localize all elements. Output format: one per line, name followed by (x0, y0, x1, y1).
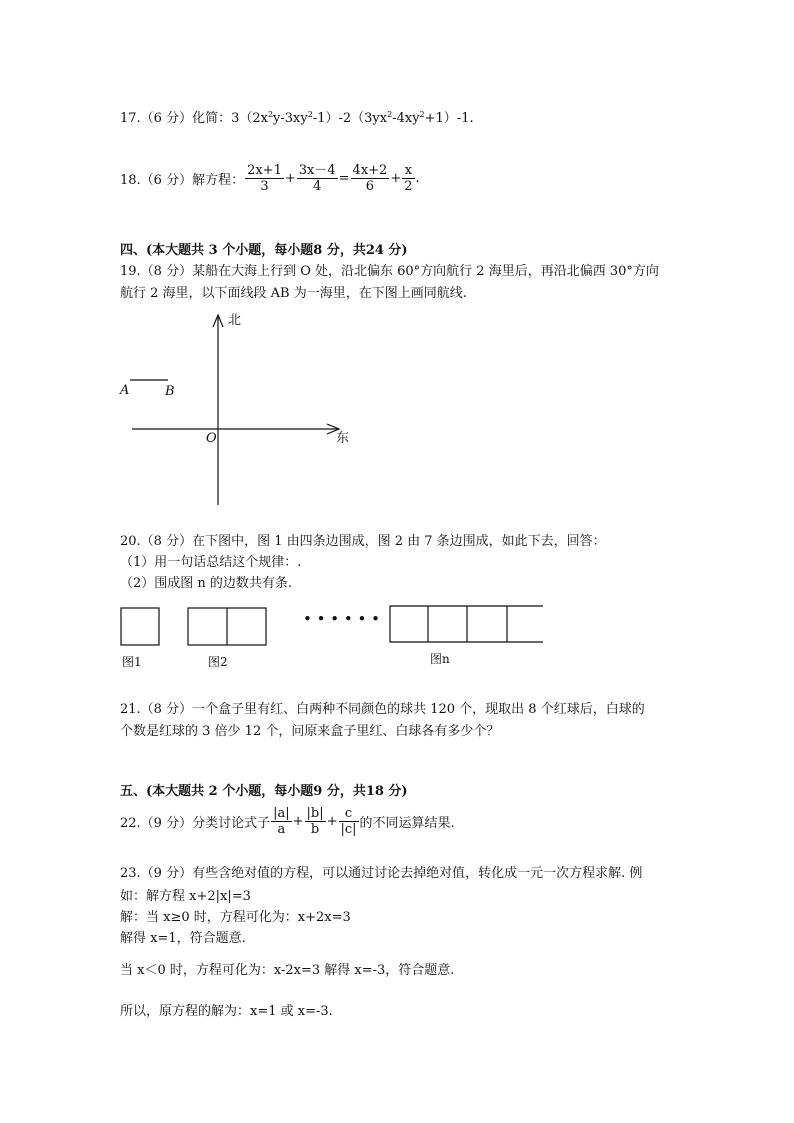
q22-fraction-1 (271, 806, 292, 837)
q19-line-1: 19.（8 分）某船在大海上行到 O 处，沿北偏东 60°方向航行 2 海里后，再沿北偏西 30°方向 (120, 264, 659, 279)
q19-line-2: 航行 2 海里，以下面线段 AB 为一海里，在下图上画同航线. (120, 286, 467, 301)
q22-f1-den: a (277, 822, 286, 837)
q22-f1-num: |a| (273, 806, 290, 821)
q21-line-2: 个数是红球的 3 倍少 12 个，问原来盒子里红、白球各有多少个？ (120, 724, 500, 739)
q17-mid2: -1）-2（3yx (312, 111, 388, 126)
q23-line-6: 所以，原方程的解为：x=1 或 x=-3. (120, 1004, 333, 1019)
figure-1-label: 图1 (122, 655, 142, 669)
section-4-heading: 四、(本大题共 3 个小题，每小题8 分，共24 分) (120, 243, 408, 258)
q18-f1-num: 2x+1 (247, 163, 282, 178)
q20-figures (0, 600, 794, 675)
q17-mid1: y-3xy (273, 111, 308, 126)
q22-fraction-2 (305, 806, 326, 837)
section-5-heading: 五、(本大题共 2 个小题，每小题9 分，共18 分) (120, 784, 408, 799)
origin-label: O (206, 431, 217, 446)
q17-sup2: 2 (307, 110, 313, 119)
q22-op2: + (326, 814, 338, 829)
q18-fraction-2 (297, 163, 338, 194)
q17-prefix: 17.（6 分）化简：3（2x (120, 111, 268, 126)
q18-prefix: 18.（6 分）解方程： (120, 173, 245, 188)
q18-f4-den: 2 (404, 179, 413, 194)
figure-2-label: 图2 (208, 655, 228, 669)
q22-f2-den: b (310, 822, 320, 837)
question-18 (120, 163, 420, 194)
q21-line-1: 21.（8 分）一个盒子里有红、白两种不同颜色的球共 120 个，现取出 8 个红球后，白球的 (120, 702, 645, 717)
question-22 (120, 806, 455, 837)
point-b-label: B (165, 384, 175, 399)
q22-f2-num: |b| (306, 806, 324, 821)
q18-suffix: . (415, 171, 420, 186)
q23-line-1: 23.（9 分）有些含绝对值的方程，可以通过讨论去掉绝对值，转化成一元一次方程求解. 例 (120, 866, 643, 881)
q17-sup4: 2 (419, 110, 425, 119)
q23-line-5: 当 x＜0 时，方程可化为：x-2x=3 解得 x=-3，符合题意. (120, 963, 455, 978)
north-label: 北 (228, 313, 242, 328)
q22-op1: + (292, 814, 304, 829)
q18-f2-num: 3x－4 (298, 163, 336, 178)
dots: • • • • • • (303, 610, 380, 628)
q20-line-2: （1）用一句话总结这个规律：. (120, 555, 302, 570)
q18-op2: = (338, 171, 350, 186)
figure-n-label: 图n (430, 652, 450, 666)
q18-f4-num: x (402, 163, 414, 179)
q22-fraction-3 (339, 806, 359, 837)
question-17 (120, 110, 474, 128)
q17-suffix: +1）-1. (424, 111, 474, 126)
q23-line-2: 如：解方程 x+2|x|=3 (120, 889, 251, 904)
q18-fraction-1 (245, 163, 284, 194)
q22-f3-den: |c| (340, 822, 357, 837)
q18-op1: + (284, 171, 296, 186)
point-a-label: A (120, 383, 130, 398)
q17-sup3: 2 (387, 110, 393, 119)
q17-sup1: 2 (267, 110, 274, 119)
q18-f3-den: 6 (365, 179, 375, 194)
q23-line-3: 解：当 x≥0 时，方程可化为：x+2x=3 (120, 910, 351, 925)
q18-f2-den: 4 (313, 179, 322, 194)
q18-fraction-4 (402, 163, 414, 194)
q18-op3: + (390, 171, 402, 186)
q18-f1-den: 3 (260, 179, 269, 194)
q17-mid3: -4xy (392, 111, 420, 126)
q20-line-1: 20.（8 分）在下图中，图 1 由四条边围成，图 2 由 7 条边围成，如此下去，回答： (120, 534, 606, 549)
q20-line-3: （2）围成图 n 的边数共有条. (120, 576, 293, 591)
q22-prefix: 22.（9 分）分类讨论式子 (120, 816, 271, 831)
q18-f3-num: 4x+2 (352, 163, 388, 178)
q19-diagram (0, 305, 794, 505)
figure-1-square (121, 608, 159, 645)
east-label: 东 (336, 431, 350, 446)
q18-fraction-3 (351, 163, 390, 194)
q22-suffix: 的不同运算结果. (359, 816, 455, 831)
q23-line-4: 解得 x=1，符合题意. (120, 931, 246, 946)
q22-f3-num: c (339, 806, 359, 822)
